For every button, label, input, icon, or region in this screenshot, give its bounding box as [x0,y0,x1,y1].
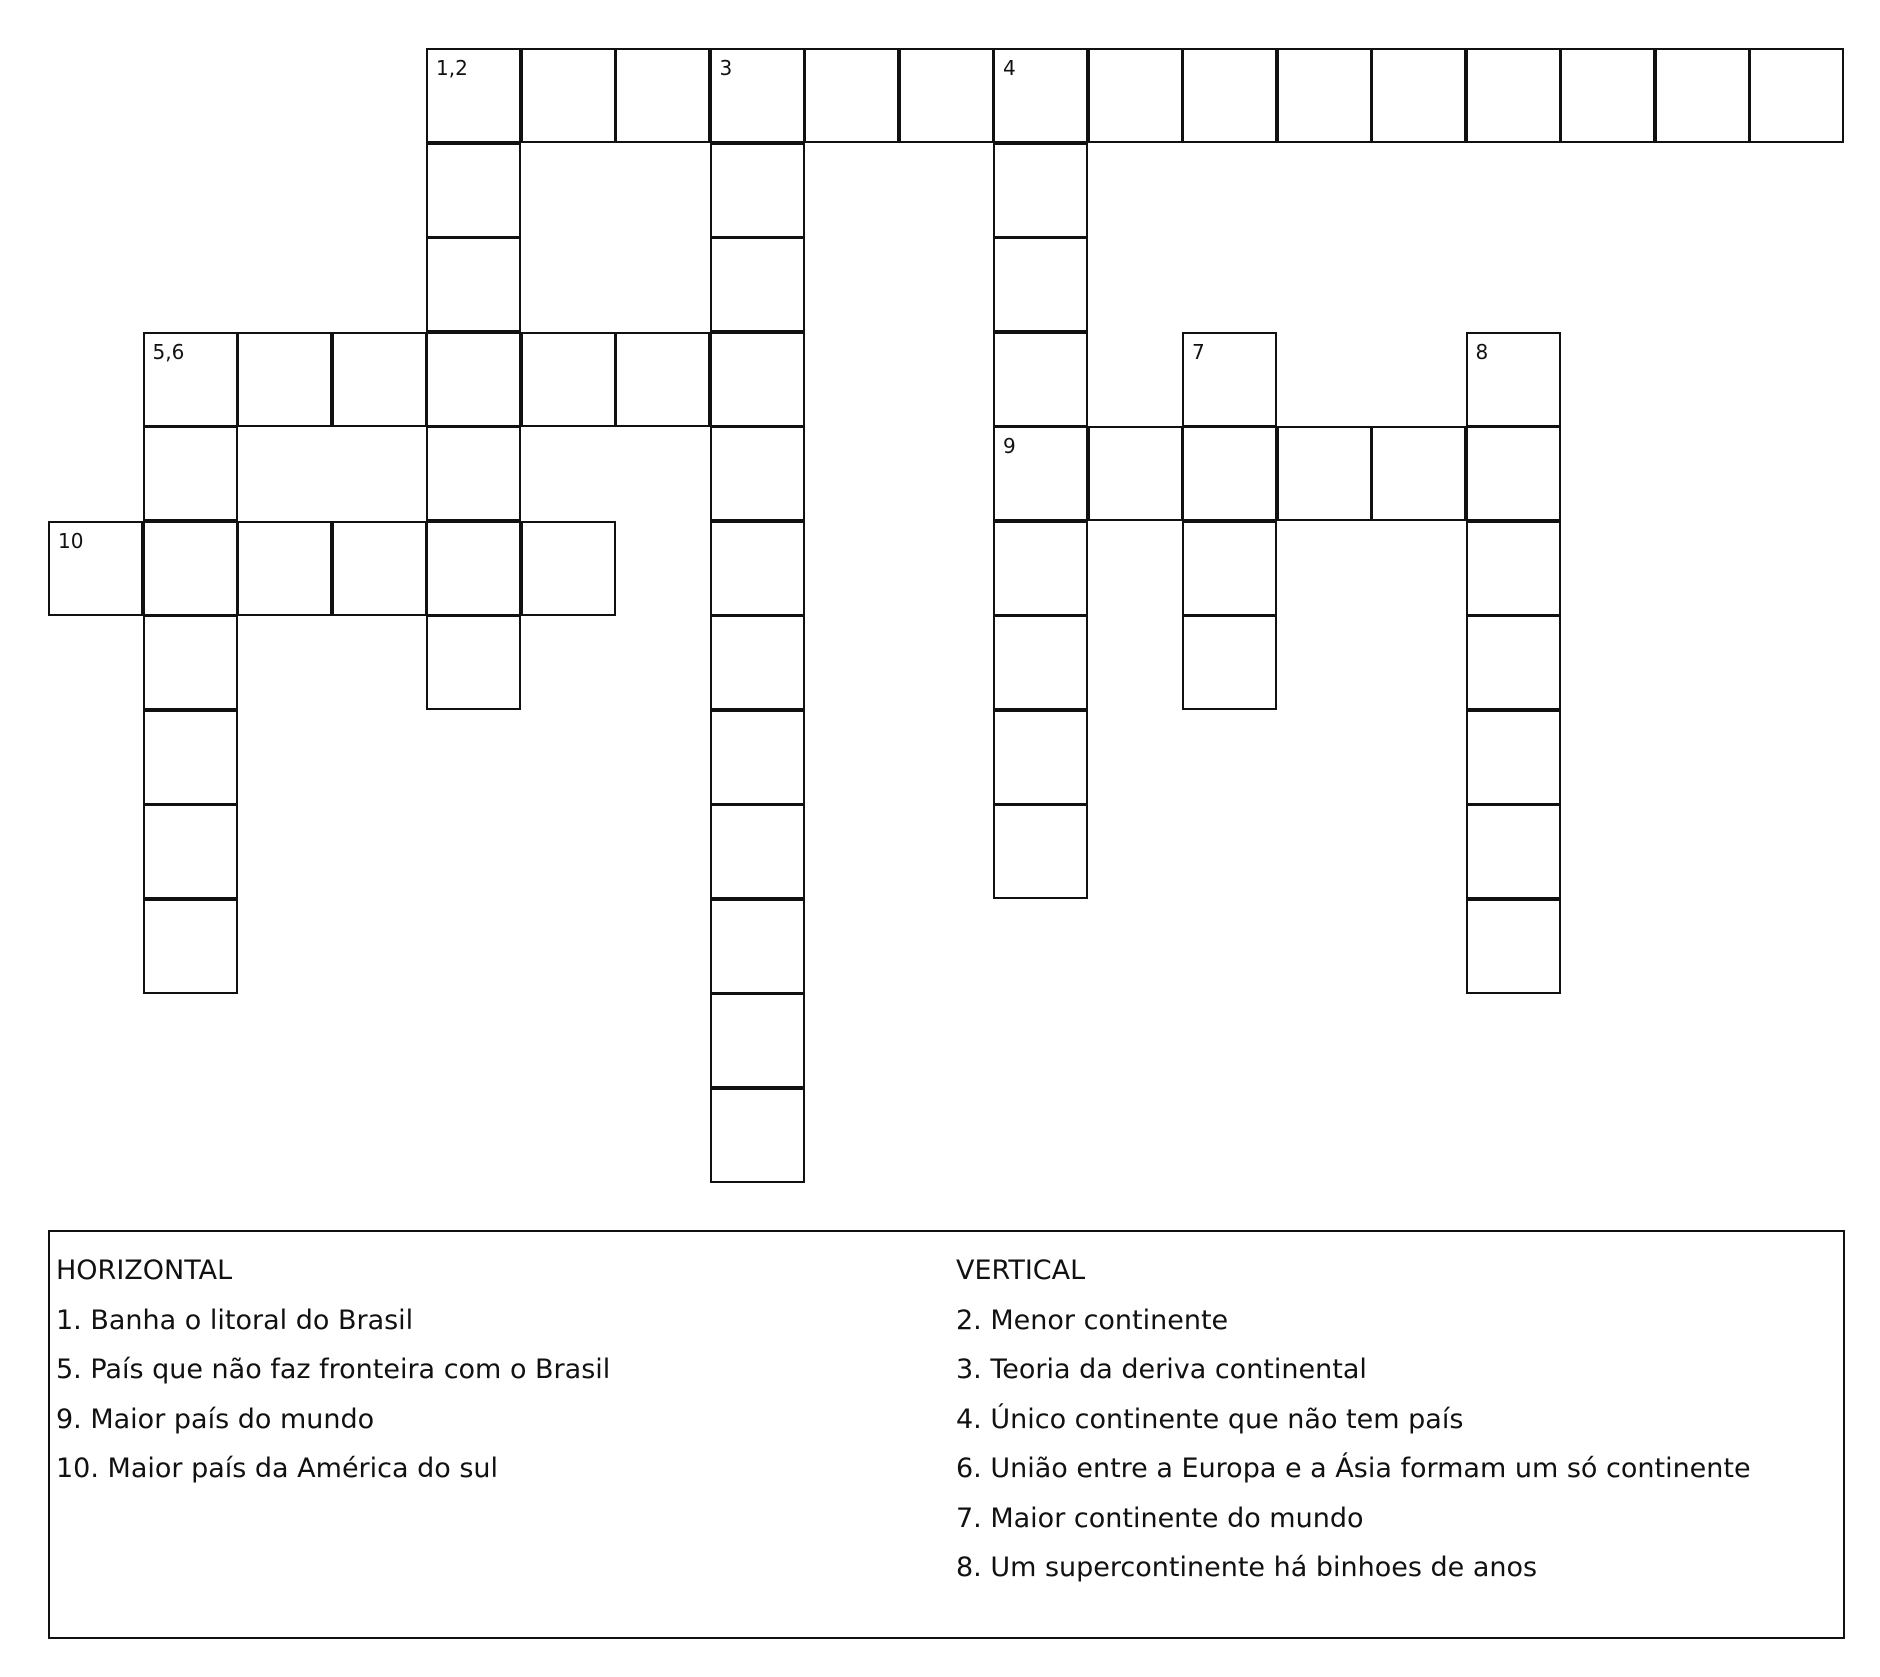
cell-number: 8 [1475,339,1489,364]
clue-2: 2. Menor continente [956,1304,1229,1336]
clue-3: 3. Teoria da deriva continental [956,1354,1367,1385]
crossword-cell[interactable] [1655,48,1750,143]
crossword-cell[interactable] [899,48,994,143]
crossword-cell[interactable] [1466,48,1561,143]
crossword-cell[interactable] [1466,710,1561,805]
clue-8: 8. Um supercontinente há binhoes de anos [956,1552,1538,1583]
crossword-cell[interactable] [1182,332,1277,427]
crossword-cell[interactable] [143,615,238,710]
crossword-cell[interactable] [426,615,521,710]
crossword-cell[interactable] [710,615,805,710]
crossword-cell[interactable] [237,332,332,427]
crossword-cell[interactable] [993,521,1088,616]
crossword-cell[interactable] [1466,426,1561,521]
crossword-cell[interactable] [521,521,616,616]
crossword-cell[interactable] [710,237,805,332]
crossword-cell[interactable] [993,332,1088,427]
crossword-cell[interactable] [426,48,521,143]
crossword-cell[interactable] [48,521,143,616]
crossword-cell[interactable] [993,804,1088,899]
cell-number: 9 [1003,434,1016,458]
crossword-cell[interactable] [1371,48,1466,143]
crossword-cell[interactable] [426,237,521,332]
crossword-cell[interactable] [804,48,899,143]
crossword-cell[interactable] [143,899,238,994]
crossword-cell[interactable] [1466,615,1561,710]
crossword-cell[interactable] [237,521,332,616]
clue-10: 10. Maior país da América do sul [56,1453,499,1484]
crossword-cell[interactable] [1277,426,1372,521]
crossword-cell[interactable] [426,332,521,427]
crossword-cell[interactable] [1182,48,1277,143]
crossword-cell[interactable] [1088,426,1183,521]
crossword-cell[interactable] [1182,521,1277,616]
cell-number: 7 [1192,339,1205,364]
crossword-cell[interactable] [710,993,805,1088]
crossword-cell[interactable] [710,710,805,805]
crossword-cell[interactable] [143,521,238,616]
cell-number: 10 [58,528,84,553]
crossword-cell[interactable] [615,48,710,143]
crossword-cell[interactable] [993,143,1088,238]
crossword-cell[interactable] [710,899,805,994]
clues-box [48,1230,1845,1639]
crossword-cell[interactable] [710,426,805,521]
crossword-cell[interactable] [521,48,616,143]
crossword-cell[interactable] [710,143,805,238]
clue-4: 4. Único continente que não tem país [956,1403,1464,1435]
crossword-cell[interactable] [615,332,710,427]
crossword-cell[interactable] [1466,804,1561,899]
crossword-cell[interactable] [1560,48,1655,143]
crossword-cell[interactable] [332,521,427,616]
crossword-cell[interactable] [710,521,805,616]
clue-9: 9. Maior país do mundo [56,1403,375,1435]
crossword-cell[interactable] [1088,48,1183,143]
crossword-cell[interactable] [710,332,805,427]
crossword-cell[interactable] [710,48,805,143]
vertical-clues [956,1246,1751,1593]
crossword-cell[interactable] [1466,521,1561,616]
crossword-cell[interactable] [1182,615,1277,710]
horizontal-heading: HORIZONTAL [56,1255,233,1286]
cell-number: 3 [719,56,733,80]
clue-1: 1. Banha o litoral do Brasil [56,1304,414,1336]
crossword-cell[interactable] [993,710,1088,805]
crossword-cell[interactable] [1182,426,1277,521]
crossword-cell[interactable] [710,1088,805,1183]
crossword-cell[interactable] [143,804,238,899]
crossword-cell[interactable] [143,426,238,521]
horizontal-clues [56,1246,610,1494]
crossword-cell[interactable] [1749,48,1844,143]
crossword-cell[interactable] [1466,332,1561,427]
cell-number: 5,6 [152,339,185,364]
crossword-cell[interactable] [143,332,238,427]
crossword-cell[interactable] [143,710,238,805]
crossword-cell[interactable] [1277,48,1372,143]
vertical-heading: VERTICAL [956,1255,1086,1286]
crossword-cell[interactable] [332,332,427,427]
crossword-cell[interactable] [521,332,616,427]
crossword-cell[interactable] [426,521,521,616]
clue-6: 6. União entre a Europa e a Ásia formam um só continente [956,1453,1751,1484]
clue-7: 7. Maior continente do mundo [956,1502,1364,1534]
crossword-cell[interactable] [993,615,1088,710]
crossword-cell[interactable] [993,426,1088,521]
crossword-cell[interactable] [426,426,521,521]
crossword-cell[interactable] [710,804,805,899]
cell-number: 4 [1003,56,1016,80]
crossword-cell[interactable] [426,143,521,238]
crossword-cell[interactable] [1371,426,1466,521]
crossword-cell[interactable] [1466,899,1561,994]
clue-5: 5. País que não faz fronteira com o Brasil [56,1354,611,1385]
crossword-cell[interactable] [993,237,1088,332]
cell-number: 1,2 [436,56,468,80]
crossword-cell[interactable] [993,48,1088,143]
